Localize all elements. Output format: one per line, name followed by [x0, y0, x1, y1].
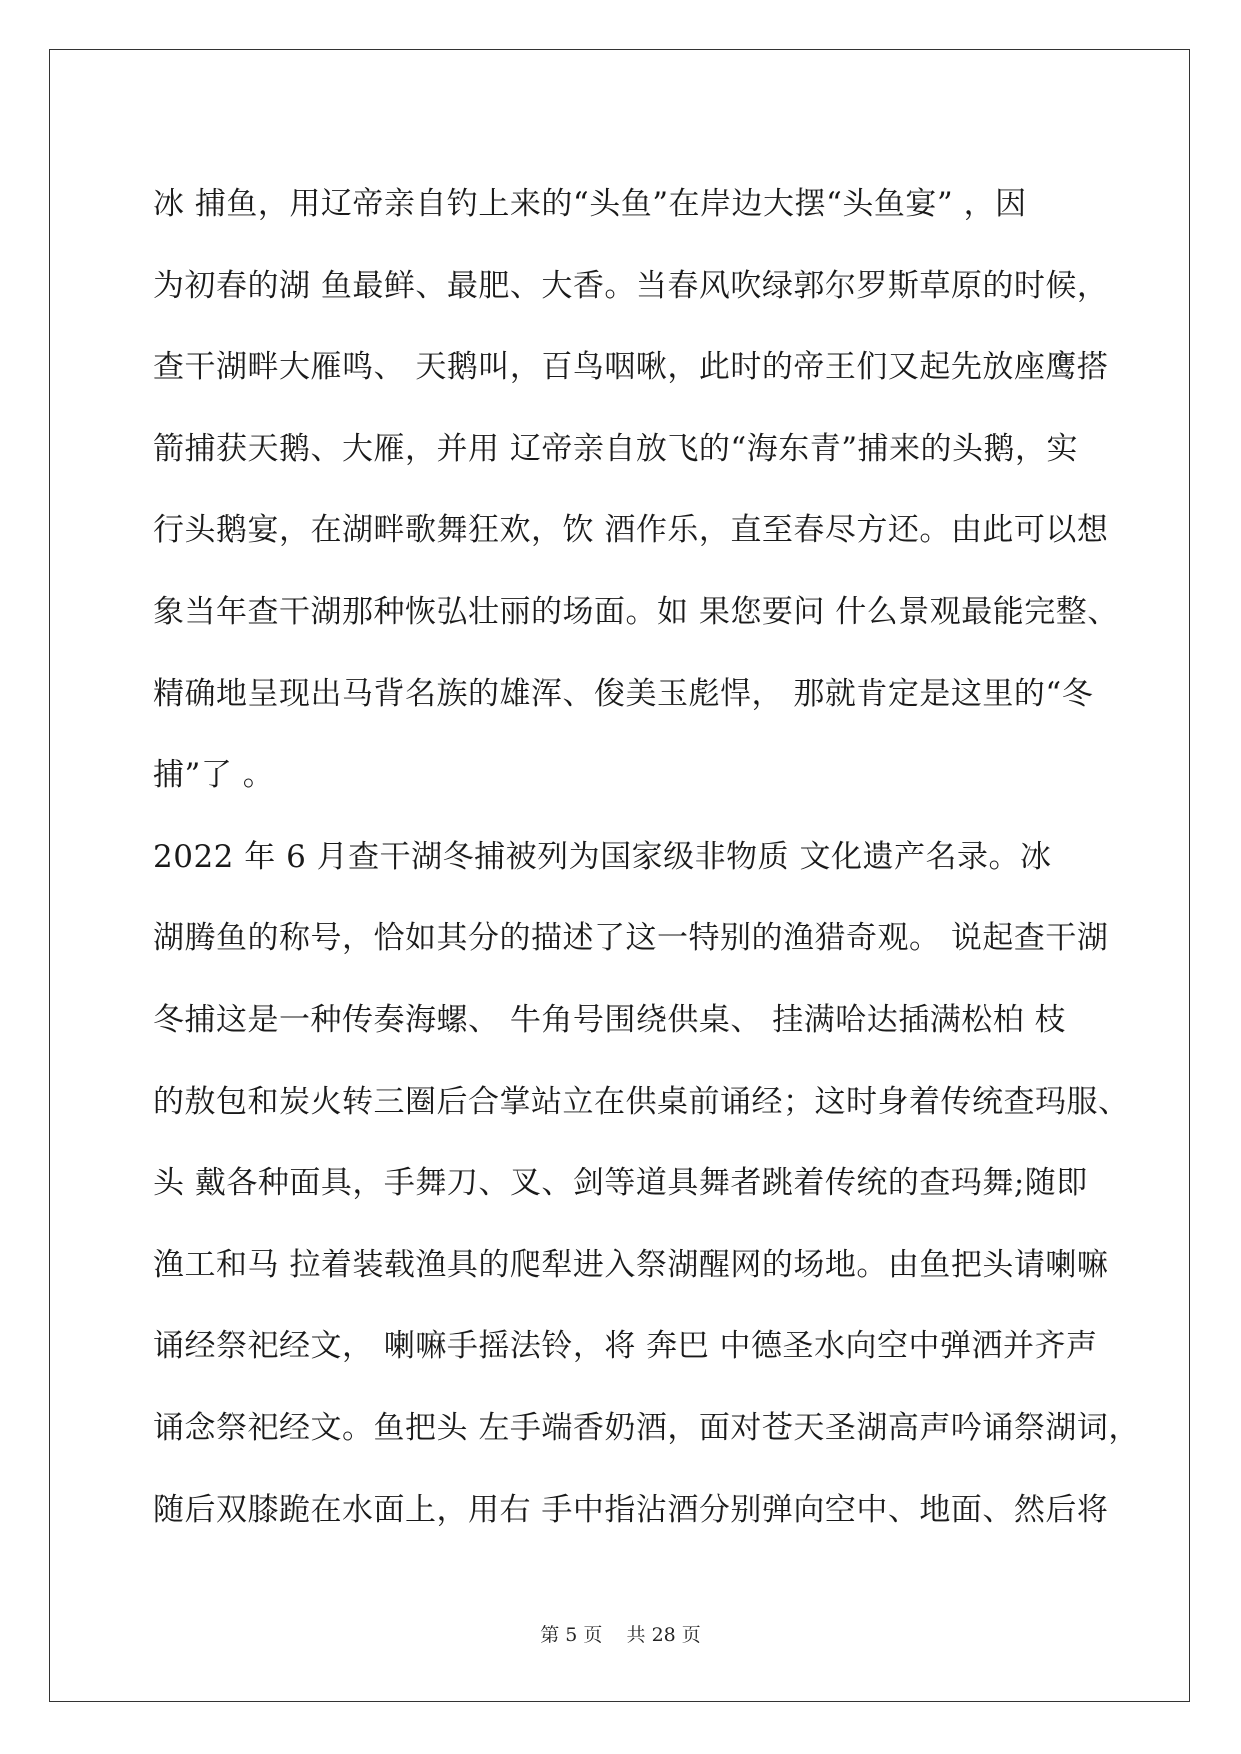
- text-line: 查干湖畔大雁鸣、 天鹅叫，百鸟咽啾，此时的帝王们又起先放座鹰搭: [153, 349, 1109, 386]
- text-line: 冰 捕鱼，用辽帝亲自钓上来的“头鱼”在岸边大摆“头鱼宴” ，因: [153, 186, 1027, 222]
- text-line: 头 戴各种面具，手舞刀、叉、剑等道具舞者跳着传统的查玛舞;随即: [153, 1165, 1088, 1202]
- text-line: 精确地呈现出马背名族的雄浑、俊美玉彪悍， 那就肯定是这里的“冬: [153, 675, 1094, 712]
- text-line: 捕”了 。: [153, 757, 275, 794]
- text-line: 随后双膝跪在水面上，用右 手中指沾酒分别弹向空中、地面、然后将: [153, 1491, 1109, 1528]
- text-line: 诵经祭祀经文， 喇嘛手摇法铃，将 奔巴 中德圣水向空中弹洒并齐声: [153, 1328, 1098, 1365]
- text-line: 行头鹅宴，在湖畔歌舞狂欢，饮 酒作乐，直至春尽方还。由此可以想: [153, 512, 1109, 549]
- body-text: [153, 164, 1140, 1551]
- text-line: 箭捕获天鹅、大雁，并用 辽帝亲自放飞的“海东青”捕来的头鹅，实: [153, 430, 1079, 467]
- text-line: 为初春的湖 鱼最鲜、最肥、大香。当春风吹绿郭尔罗斯草原的时候，: [153, 267, 1109, 304]
- page-number-footer: 第 5 页 共 28 页: [540, 1624, 701, 1646]
- text-line: 湖腾鱼的称号，恰如其分的描述了这一特别的渔猎奇观。 说起查干湖: [153, 920, 1109, 957]
- text-line: 渔工和马 拉着装载渔具的爬犁进入祭湖醒网的场地。由鱼把头请喇嘛: [153, 1246, 1109, 1283]
- text-line: 冬捕这是一种传奏海螺、 牛角号围绕供桌、 挂满哈达插满松柏 枝: [153, 1001, 1067, 1038]
- text-line: 的敖包和炭火转三圈后合掌站立在供桌前诵经；这时身着传统查玛服、: [153, 1083, 1130, 1120]
- text-line: 象当年查干湖那种恢弘壮丽的场面。如 果您要问 什么景观最能完整、: [153, 593, 1119, 630]
- text-line: 2022 年 6 月查干湖冬捕被列为国家级非物质 文化遗产名录。冰: [153, 838, 1052, 875]
- text-line: 诵念祭祀经文。鱼把头 左手端香奶酒，面对苍天圣湖高声吟诵祭湖词，: [153, 1409, 1140, 1446]
